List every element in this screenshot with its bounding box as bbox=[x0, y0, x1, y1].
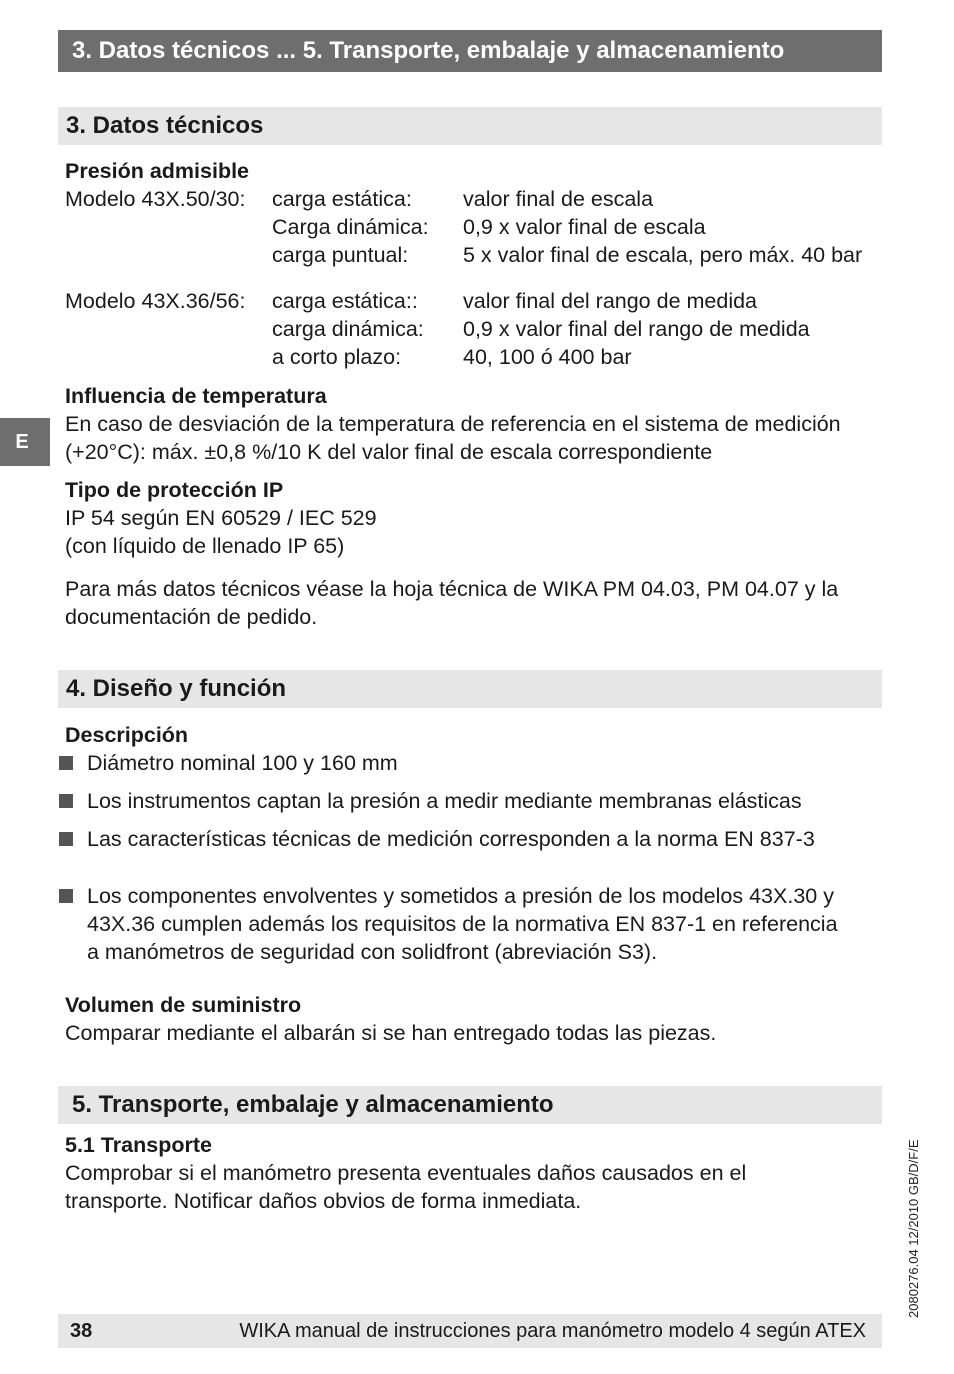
footer-text: WIKA manual de instrucciones para manómetro modelo 4 según ATEX bbox=[239, 1320, 866, 1342]
temperature-heading: Influencia de temperatura bbox=[65, 384, 327, 408]
description-bullet: Los componentes envolventes y sometidos a presión de los modelos 43X.30 y bbox=[87, 884, 834, 908]
page-number: 38 bbox=[70, 1320, 93, 1342]
model-b-value: valor final del rango de medida bbox=[463, 289, 758, 313]
section-5-heading: 5. Transporte, embalaje y almacenamiento bbox=[58, 1086, 882, 1124]
model-b-label: Modelo 43X.36/56: bbox=[65, 289, 246, 313]
language-tab: E bbox=[0, 418, 50, 466]
document-code: 2080276.04 12/2010 GB/D/F/E bbox=[906, 1139, 921, 1318]
page-header-title: 3. Datos técnicos ... 5. Transporte, embalaje y almacenamiento bbox=[58, 30, 882, 72]
bullet-square-icon bbox=[59, 889, 73, 903]
supply-text: Comparar mediante el albarán si se han entregado todas las piezas. bbox=[65, 1021, 717, 1045]
transport-text: transporte. Notificar daños obvios de forma inmediata. bbox=[65, 1189, 582, 1213]
bullet-square-icon bbox=[59, 832, 73, 846]
more-data-text: Para más datos técnicos véase la hoja técnica de WIKA PM 04.03, PM 04.07 y la bbox=[65, 577, 839, 601]
bullet-square-icon bbox=[59, 756, 73, 770]
model-a-value: 0,9 x valor final de escala bbox=[463, 215, 706, 239]
model-b-key: carga dinámica: bbox=[272, 317, 424, 341]
description-bullet: 43X.36 cumplen además los requisitos de la normativa EN 837-1 en referencia bbox=[87, 912, 838, 936]
ip-text: (con líquido de llenado IP 65) bbox=[65, 534, 345, 558]
ip-heading: Tipo de protección IP bbox=[65, 478, 284, 502]
supply-heading: Volumen de suministro bbox=[65, 993, 302, 1017]
page-footer bbox=[58, 1314, 882, 1348]
section-4-heading: 4. Diseño y función bbox=[58, 670, 882, 708]
model-a-value: valor final de escala bbox=[463, 187, 654, 211]
model-a-key: Carga dinámica: bbox=[272, 215, 429, 239]
description-bullet: Diámetro nominal 100 y 160 mm bbox=[87, 751, 398, 775]
model-a-key: carga estática: bbox=[272, 187, 412, 211]
transport-text: Comprobar si el manómetro presenta eventuales daños causados en el bbox=[65, 1161, 747, 1185]
model-a-label: Modelo 43X.50/30: bbox=[65, 187, 246, 211]
ip-text: IP 54 según EN 60529 / IEC 529 bbox=[65, 506, 377, 530]
model-b-key: a corto plazo: bbox=[272, 345, 402, 369]
temperature-text: (+20°C): máx. ±0,8 %/10 K del valor final de escala correspondiente bbox=[65, 440, 713, 464]
description-bullet: Las características técnicas de medición corresponden a la norma EN 837-3 bbox=[87, 827, 815, 851]
model-b-key: carga estática:: bbox=[272, 289, 418, 313]
pressure-heading: Presión admisible bbox=[65, 159, 250, 183]
more-data-text: documentación de pedido. bbox=[65, 605, 318, 629]
description-heading: Descripción bbox=[65, 723, 189, 747]
model-b-value: 40, 100 ó 400 bar bbox=[463, 345, 632, 369]
model-b-value: 0,9 x valor final del rango de medida bbox=[463, 317, 810, 341]
model-a-value: 5 x valor final de escala, pero máx. 40 bar bbox=[463, 243, 863, 267]
bullet-square-icon bbox=[59, 794, 73, 808]
description-bullet: Los instrumentos captan la presión a medir mediante membranas elásticas bbox=[87, 789, 802, 813]
description-bullet: a manómetros de seguridad con solidfront (abreviación S3). bbox=[87, 940, 658, 964]
section-3-heading: 3. Datos técnicos bbox=[58, 107, 882, 145]
temperature-text: En caso de desviación de la temperatura de referencia en el sistema de medición bbox=[65, 412, 841, 436]
model-a-key: carga puntual: bbox=[272, 243, 409, 267]
transport-heading: 5.1 Transporte bbox=[65, 1133, 212, 1157]
